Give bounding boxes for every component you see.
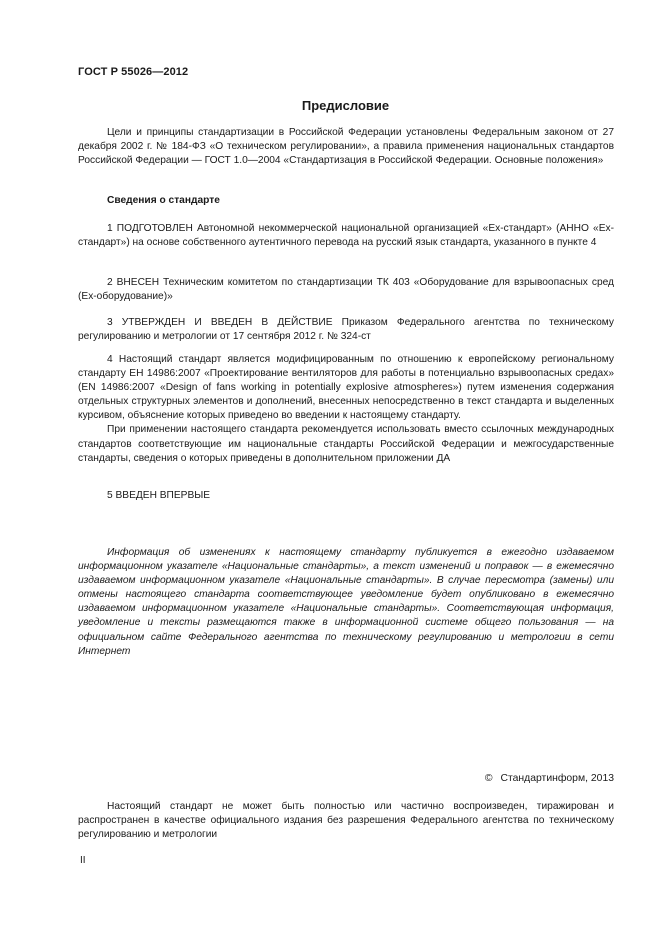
- item-3-section: [78, 316, 614, 344]
- item-4-extra: При применении настоящего стандарта рекомендуется использовать вместо ссылочных международных стандартов соответствующие им национальные стандарты Российской Федерации и межгосударственные стандарты, сведения о которых приведены в дополнительном приложении ДА: [78, 424, 614, 464]
- rights-section: [78, 800, 614, 842]
- notice-section: [78, 546, 614, 659]
- item-2: 2 ВНЕСЕН Техническим комитетом по стандартизации ТК 403 «Оборудование для взрывоопасных сред (Ех-оборудование)»: [78, 277, 614, 303]
- copyright-text: Стандартинформ, 2013: [500, 773, 614, 784]
- item-2-section: [78, 276, 614, 304]
- info-heading: Сведения о стандарте: [107, 195, 220, 206]
- intro-paragraph: Цели и принципы стандартизации в Российской Федерации установлены Федеральным законом от 27 декабря 2002 г. № 184-ФЗ «О техническом регулировании», а правила применения национальных стандартов Российской Федерации — ГОСТ 1.0—2004 «Стандартизация в Российской Федерации. Основные положения»: [78, 127, 614, 167]
- notice-paragraph: Информация об изменениях к настоящему стандарту публикуется в ежегодно издаваемом информационном указателе «Национальные стандарты», а текст изменений и поправок — в ежемесячно издаваемом информационном указателе «Национальные стандарты». В случае пересмотра (замены) или отмены настоящего стандарта соответствующее уведомление будет опубликовано в ежемесячно издаваемом информационном указателе «Национальные стандарты». Соответствующая информация, уведомление и тексты размещаются также в информационной системе общего пользования — на официальном сайте Федерального агентства по техническому регулированию и метрологии в сети Интернет: [78, 547, 614, 657]
- intro-section: [78, 126, 614, 168]
- page-number: II: [80, 855, 86, 866]
- item-4-section: [78, 353, 614, 466]
- info-heading-section: [78, 194, 614, 208]
- item-5-section: [78, 489, 614, 503]
- item-4: 4 Настоящий стандарт является модифицированным по отношению к европейскому региональному стандарту ЕН 14986:2007 «Проектирование вентиляторов для работы в потенциально взрывоопасных средах» (EN 14986:2007 «Design of fans working in potentially explosive atmospheres») путем изменения содержания отдельных структурных элементов и дополнений, внесенных непосредственно в текст стандарта и выделенных курсивом, объяснение которых приведено во введении к настоящему стандарту.: [78, 354, 614, 422]
- copyright-symbol: ©: [484, 773, 493, 784]
- item-3: 3 УТВЕРЖДЕН И ВВЕДЕН В ДЕЙСТВИЕ Приказом Федерального агентства по техническому регулированию и метрологии от 17 сентября 2012 г. № 324-ст: [78, 317, 614, 343]
- item-5: 5 ВВЕДЕН ВПЕРВЫЕ: [107, 490, 211, 501]
- page-title: Предисловие: [301, 98, 390, 113]
- item-1-section: [78, 222, 614, 250]
- rights-paragraph: Настоящий стандарт не может быть полностью или частично воспроизведен, тиражирован и распространен в качестве официального издания без разрешения Федерального агентства по техническому регулированию и метрологии: [78, 801, 614, 841]
- item-1: 1 ПОДГОТОВЛЕН Автономной некоммерческой национальной организацией «Ех-стандарт» (АННО «Ех-стандарт») на основе собственного аутентичного перевода на русский язык стандарта, указанного в пункте 4: [78, 223, 614, 249]
- document-code-header: ГОСТ Р 55026—2012: [78, 66, 189, 78]
- copyright-line: [0, 773, 614, 784]
